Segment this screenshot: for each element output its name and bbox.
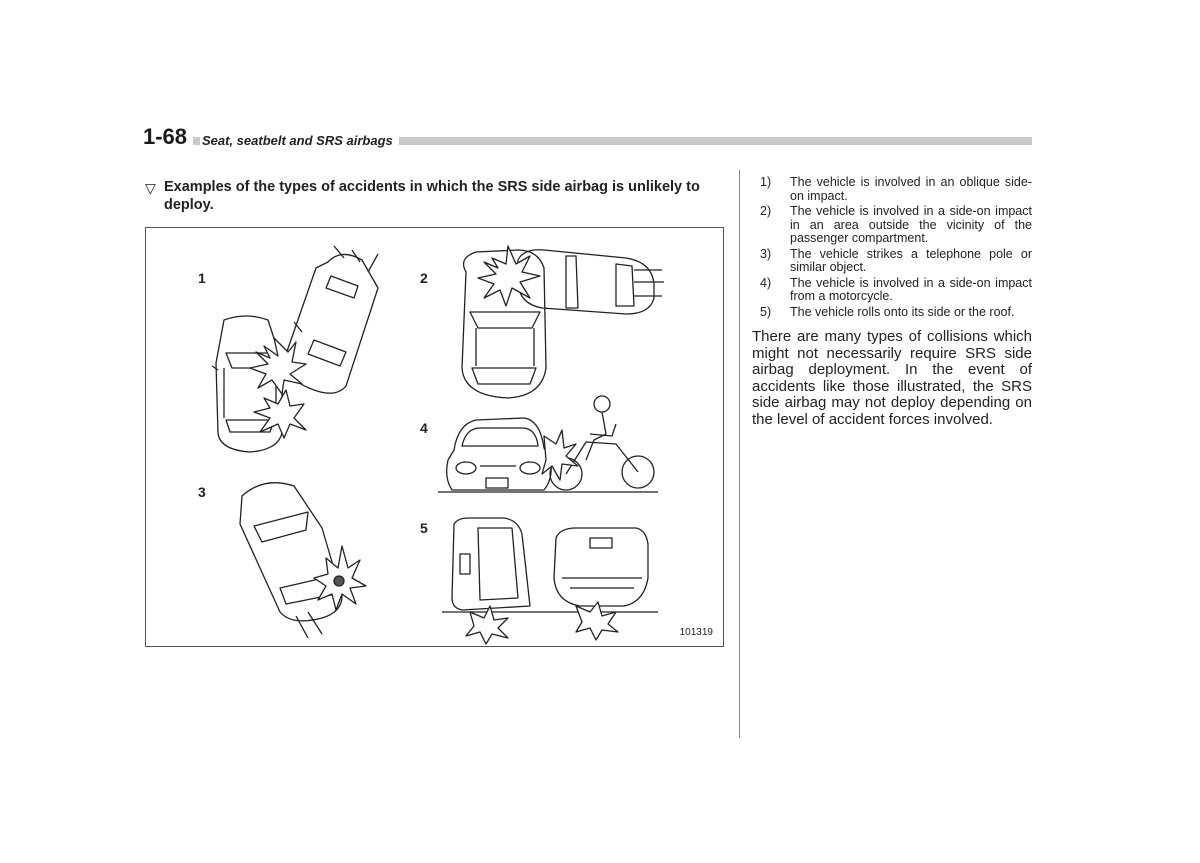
car-4-drawing [447, 418, 551, 490]
list-item [752, 277, 1032, 304]
list-item [752, 176, 1032, 203]
column-divider [739, 170, 740, 738]
list-item [752, 205, 1032, 246]
list-number: 4) [760, 275, 772, 290]
list-text: The vehicle is involved in a side-on impact in an area outside the vicinity of the passenger compartment. [790, 204, 1032, 245]
telephone-pole-icon [334, 576, 344, 586]
figure-label-5: 5 [420, 520, 428, 536]
list-number: 3) [760, 246, 772, 261]
list-number: 1) [760, 175, 772, 189]
list-text: The vehicle is involved in an oblique side-on impact. [790, 175, 1032, 203]
impact-burst-2 [478, 246, 540, 306]
figure-label-4: 4 [420, 420, 428, 436]
heading-text: Examples of the types of accidents in which the SRS side airbag is unlikely to deploy. [164, 179, 700, 213]
list-item [752, 248, 1032, 275]
accident-list [752, 176, 1032, 321]
list-number: 2) [760, 204, 772, 218]
impact-burst-5b [576, 602, 618, 640]
list-number: 5) [760, 304, 772, 319]
list-text: The vehicle strikes a telephone pole or similar object. [790, 246, 1032, 274]
page-number: 1-68 [143, 124, 193, 150]
accident-drawings [146, 228, 723, 646]
figure-label-2: 2 [420, 270, 428, 286]
car-1a-drawing [212, 316, 284, 452]
list-text: The vehicle rolls onto its side or the roof. [790, 304, 1015, 319]
impact-burst-1b [254, 390, 306, 438]
list-item [752, 306, 1032, 320]
car-5a-drawing [452, 518, 530, 610]
car-5b-drawing [554, 528, 648, 606]
list-text: The vehicle is involved in a side-on impact from a motorcycle. [790, 275, 1032, 303]
triangle-down-icon: ▽ [145, 180, 156, 196]
impact-burst-4 [542, 430, 578, 480]
section-title: Seat, seatbelt and SRS airbags [200, 132, 399, 150]
motorcycle-drawing [550, 396, 654, 490]
accident-types-heading [145, 178, 730, 214]
body-paragraph: There are many types of collisions which might not necessarily require SRS side airbag deployment. In the event of accidents like those illustrated, the SRS side airbag may not deploy depending on the level of accident forces involved. [752, 328, 1032, 428]
figure-label-1: 1 [198, 270, 206, 286]
figure-label-3: 3 [198, 484, 206, 500]
car-1b-drawing [284, 246, 378, 393]
impact-burst-1 [250, 338, 306, 394]
accident-illustration [145, 227, 724, 647]
figure-id: 101319 [679, 627, 713, 638]
